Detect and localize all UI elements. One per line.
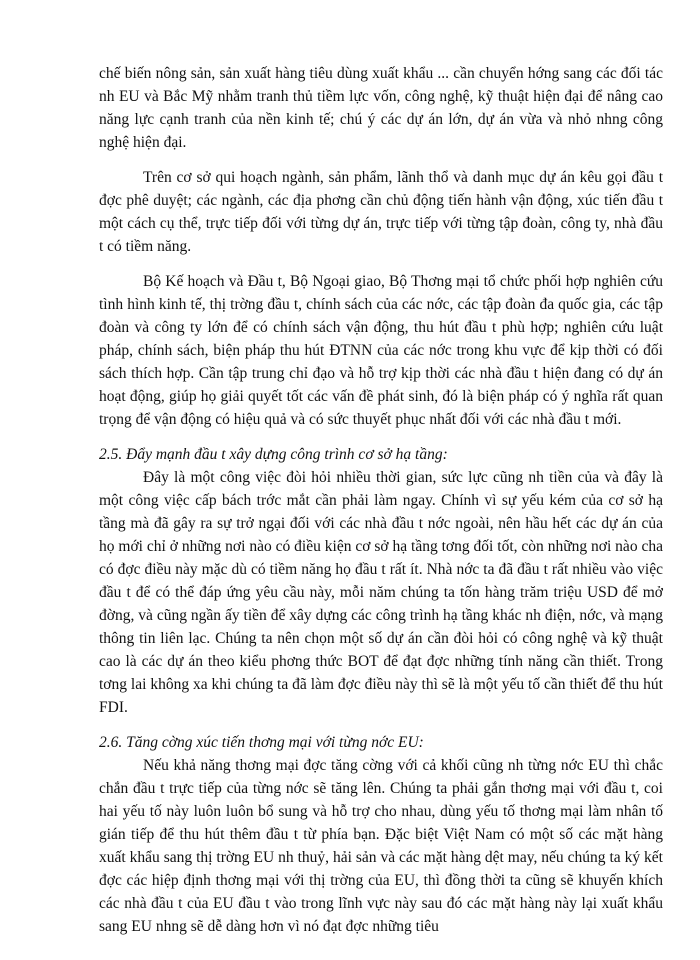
heading-2-6: 2.6. Tăng cờng xúc tiến thơng mại với từng nớc EU: [99, 734, 424, 751]
intro-paragraph: chế biến nông sản, sản xuất hàng tiêu dùng xuất khẩu ... cần chuyển hớng sang các đối tác nh EU và Bắc Mỹ nhằm tranh thủ tiềm lực vốn, công nghệ, kỹ thuật hiện đại để nâng cao năng lực cạnh tranh của nền kinh tế; chú ý các dự án lớn, dự án vừa và nhỏ nhng công nghệ hiện đại. [99, 65, 663, 151]
paragraph-trade-promotion: Nếu khả năng thơng mại đợc tăng cờng với cả khối cũng nh từng nớc EU thì chắc chắn đầu t trực tiếp của từng nớc sẽ tăng lên. Chúng ta phải gắn thơng mại với đầu t, coi hai yếu tố này luôn luôn bổ sung và hỗ trợ cho nhau, dùng yếu tố thơng mại làm nhân tố gián tiếp để thu hút thêm đầu t từ phía bạn. Đặc biệt Việt Nam có một số các mặt hàng xuất khẩu sang thị trờng EU nh thuỷ, hải sản và các mặt hàng dệt may, nếu chúng ta ký kết đợc các hiệp định thơng mại với thị trờng của EU, thì đồng thời ta cũng sẽ khuyến khích các nhà đầu t của EU đầu t vào trong lĩnh vực này sau đó các mặt hàng này lại xuất khẩu sang EU nhng sẽ dễ dàng hơn vì nó đạt đợc những tiêu [99, 757, 663, 935]
paragraph-investment-promotion: Trên cơ sở qui hoạch ngành, sản phẩm, lãnh thổ và danh mục dự án kêu gọi đầu t đợc phê duyệt; các ngành, các địa phơng cần chủ động tiến hành vận động, xúc tiến đầu t một cách cụ thể, trực tiếp đối với từng dự án, trực tiếp với từng tập đoàn, công ty, nhà đầu t có tiềm năng. [99, 169, 663, 255]
paragraph-infrastructure: Đây là một công việc đòi hỏi nhiều thời gian, sức lực cũng nh tiền của và đây là một công việc cấp bách trớc mắt cần phải làm ngay. Chính vì sự yếu kém của cơ sở hạ tầng mà đã gây ra sự trở ngại đối với các nhà đầu t nớc ngoài, nên hầu hết các dự án của họ mới chỉ ở những nơi nào có điều kiện cơ sở hạ tầng tơng đối tốt, còn những nơi nào cha có đợc điều này mặc dù có tiềm năng họ đầu t rất ít. Nhà nớc ta đã đầu t rất nhiều vào việc đầu t để có thể đáp ứng yêu cầu này, mỗi năm chúng ta tốn hàng trăm triệu USD để mở đờng, và cũng ngần ấy tiền để xây dựng các công trình hạ tầng khác nh điện, nớc, và mạng thông tin liên lạc. Chúng ta nên chọn một số dự án cần đòi hỏi có công nghệ và kỹ thuật cao là các dự án theo kiểu phơng thức BOT để đạt đợc những tính năng cần thiết. Trong tơng lai không xa khi chúng ta đã làm đợc điều này thì sẽ là một yếu tố cần thiết để thu hút FDI. [99, 469, 663, 716]
heading-2-5: 2.5. Đẩy mạnh đầu t xây dựng công trình cơ sở hạ tầng: [99, 446, 448, 463]
document-body [99, 62, 663, 938]
paragraph-ministry-coordination: Bộ Kế hoạch và Đầu t, Bộ Ngoại giao, Bộ Thơng mại tổ chức phối hợp nghiên cứu tình hình kinh tế, thị trờng đầu t, chính sách của các nớc, các tập đoàn đa quốc gia, các tập đoàn và công ty lớn để có chính sách vận động, thu hút đầu t phù hợp; nghiên cứu luật pháp, chính sách, biện pháp thu hút ĐTNN của các nớc trong khu vực để kịp thời có đối sách thích hợp. Cần tập trung chỉ đạo và hỗ trợ kịp thời các nhà đầu t hiện đang có dự án hoạt động, giúp họ giải quyết tốt các vấn đề phát sinh, đó là biện pháp có ý nghĩa rất quan trọng để vận động có hiệu quả và có sức thuyết phục nhất đối với các nhà đầu t mới. [99, 273, 663, 428]
